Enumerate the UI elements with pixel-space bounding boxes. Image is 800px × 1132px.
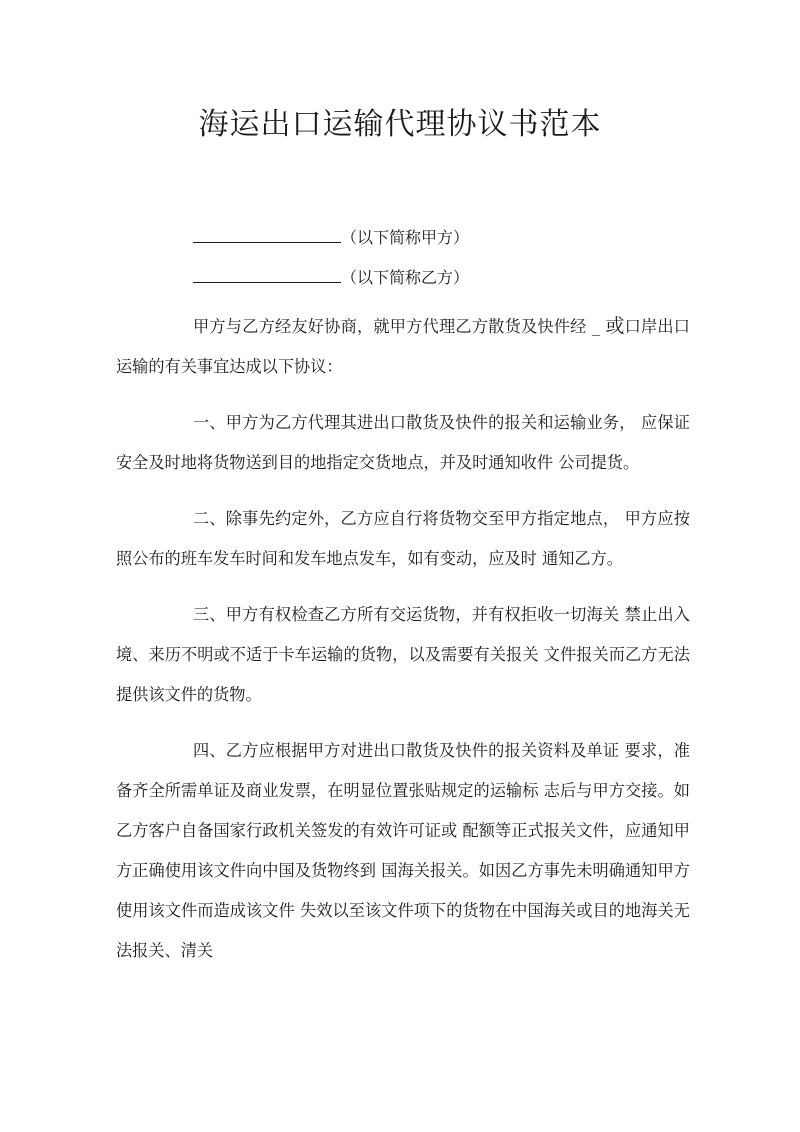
party-b-line [193,266,469,290]
clause-paragraph-3: 三、甲方有权检查乙方所有交运货物，并有权拒收一切海关 禁止出入境、来历不明或不适于卡车运输的货物，以及需要有关报关 文件报关而乙方无法提供该文件的货物。 [116,605,690,704]
party-b-blank [193,266,341,283]
intro-text-2: 口岸出口运输的有关事宜达成以下协议： [116,317,690,376]
clause-paragraph-2: 二、除事先约定外，乙方应自行将货物交至甲方指定地点， 甲方应按照公布的班车发车时间和发车地点发车，如有变动，应及时 通知乙方。 [116,509,690,568]
party-a-line [193,226,469,250]
document-body [116,306,690,971]
party-a-blank [193,226,341,243]
clause-paragraph-4: 四、乙方应根据甲方对进出口散货及快件的报关资料及单证 要求，准备齐全所需单证及商业发票，在明显位置张贴规定的运输标 志后与甲方交接。如乙方客户自备国家行政机关签发的有效许可证或 配额等正式报关文件，应通知甲方正确使用该文件向中国及货物终到 国海关报关。如因乙方事先未明确通知甲方使用该文件而造成该文件 失效以至该文件项下的货物在中国海关或目的地海关无法报关、清关 [116,741,690,960]
intro-paragraph [116,306,690,387]
document-title: 海运出口运输代理协议书范本 [198,107,602,142]
intro-text-1: 甲方与乙方经友好协商，就甲方代理乙方散货及快件经 _ [193,317,606,336]
party-a-label: （以下简称甲方） [341,228,470,247]
party-b-label: （以下简称乙方） [341,268,470,287]
clause-paragraph-1: 一、甲方为乙方代理其进出口散货及快件的报关和运输业务， 应保证安全及时地将货物送到目的地指定交货地点，并及时通知收件 公司提货。 [116,413,690,472]
intro-text-or: 或 [605,315,625,337]
